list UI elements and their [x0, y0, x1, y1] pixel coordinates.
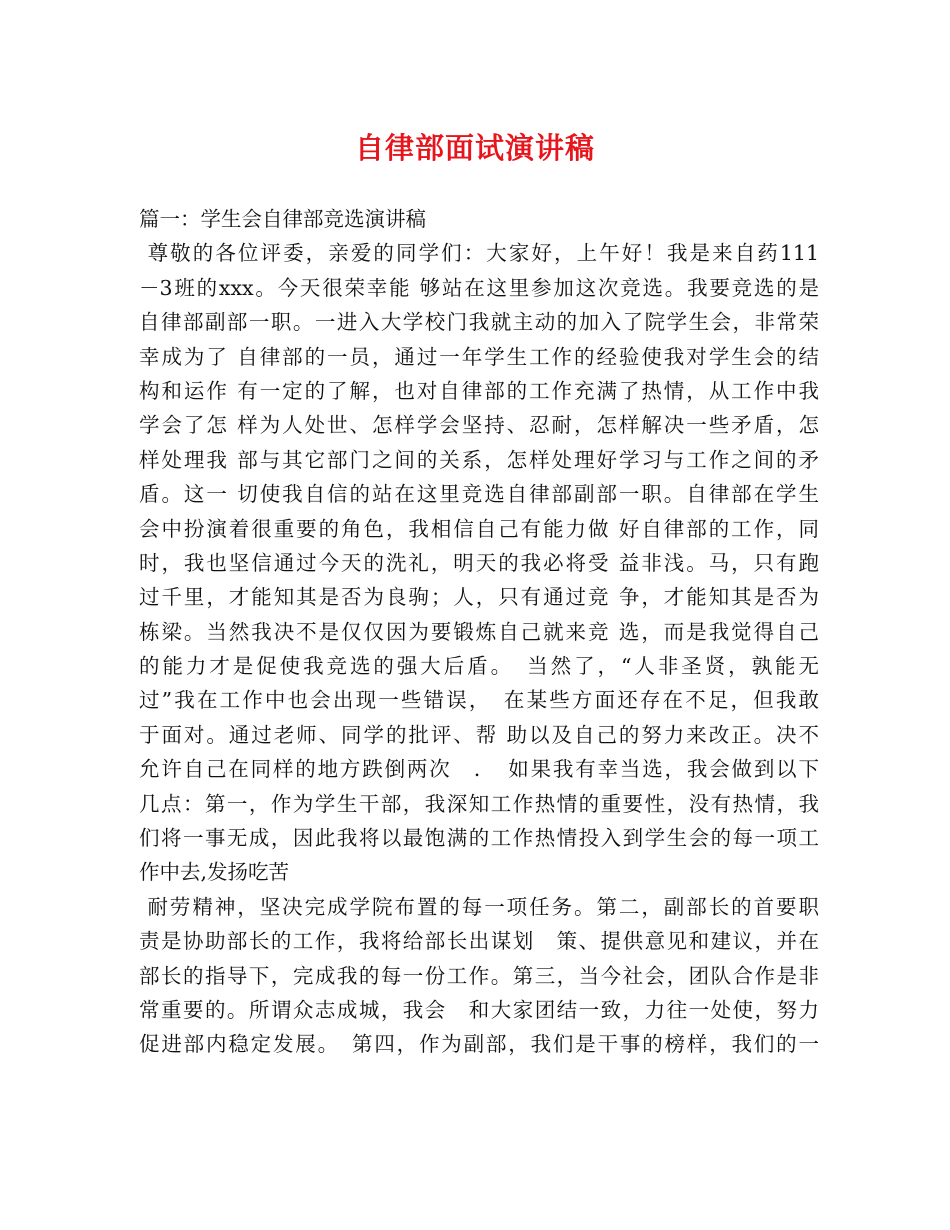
document-body [139, 202, 819, 1062]
text-line: 篇一：学生会自律部竞选演讲稿 [139, 207, 426, 231]
text-line: 常重要的。所谓众志成城，我会 和大家团结一致，力往一处使，努力 [139, 997, 819, 1022]
text-line: 栋梁。当然我决不是仅仅因为要锻炼自己就来竞 选，而是我觉得自己 [139, 619, 819, 644]
text-line: 样处理我 部与其它部门之间的关系，怎样处理好学习与工作之间的矛 [139, 447, 819, 472]
text-line: 作中去,发扬吃苦 [139, 860, 290, 885]
text-line: 允许自己在同样的地方跌倒两次 ． 如果我有幸当选，我会做到以下 [139, 757, 819, 782]
document-title: 自律部面试演讲稿 [354, 131, 595, 165]
text-line: 责是协助部长的工作，我将给部长出谋划 策、提供意见和建议，并在 [139, 929, 819, 954]
text-line: 们将一事无成，因此我将以最饱满的工作热情投入到学生会的每一项工 [139, 826, 819, 851]
text-line: 幸成为了 自律部的一员，通过一年学生工作的经验使我对学生会的结 [139, 344, 819, 369]
text-line: 几点：第一，作为学生干部，我深知工作热情的重要性，没有热情，我 [139, 791, 819, 816]
text-line: 盾。这一 切使我自信的站在这里竞选自律部副部一职。自律部在学生 [139, 482, 819, 507]
text-line: 自律部副部一职。一进入大学校门我就主动的加入了院学生会，非常荣 [139, 310, 819, 335]
text-line: 过千里，才能知其是否为良驹；人，只有通过竞 争，才能知其是否为 [139, 585, 819, 610]
text-line: －3班的xxx。今天很荣幸能 够站在这里参加这次竞选。我要竞选的是 [139, 275, 819, 300]
text-line: 构和运作 有一定的了解，也对自律部的工作充满了热情，从工作中我 [139, 378, 819, 403]
text-line: 于面对。通过老师、同学的批评、帮 助以及自己的努力来改正。决不 [139, 722, 819, 747]
text-line: 部长的指导下，完成我的每一份工作。第三，当今社会，团队合作是非 [139, 963, 819, 988]
text-line: 促进部内稳定发展。 第四，作为副部，我们是干事的榜样，我们的一 [139, 1032, 819, 1057]
text-line: 尊敬的各位评委，亲爱的同学们：大家好，上午好！我是来自药111 [139, 241, 819, 266]
text-line: 过”我在工作中也会出现一些错误， 在某些方面还存在不足，但我敢 [139, 688, 819, 713]
text-line: 学会了怎 样为人处世、怎样学会坚持、忍耐，怎样解决一些矛盾，怎 [139, 413, 819, 438]
text-line: 时，我也坚信通过今天的洗礼，明天的我必将受 益非浅。马，只有跑 [139, 550, 819, 575]
text-line: 的能力才是促使我竞选的强大后盾。 当然了，“人非圣贤，孰能无 [139, 654, 819, 679]
text-line: 耐劳精神，坚决完成学院布置的每一项任务。第二，副部长的首要职 [139, 894, 819, 919]
text-line: 会中扮演着很重要的角色，我相信自己有能力做 好自律部的工作，同 [139, 516, 819, 541]
